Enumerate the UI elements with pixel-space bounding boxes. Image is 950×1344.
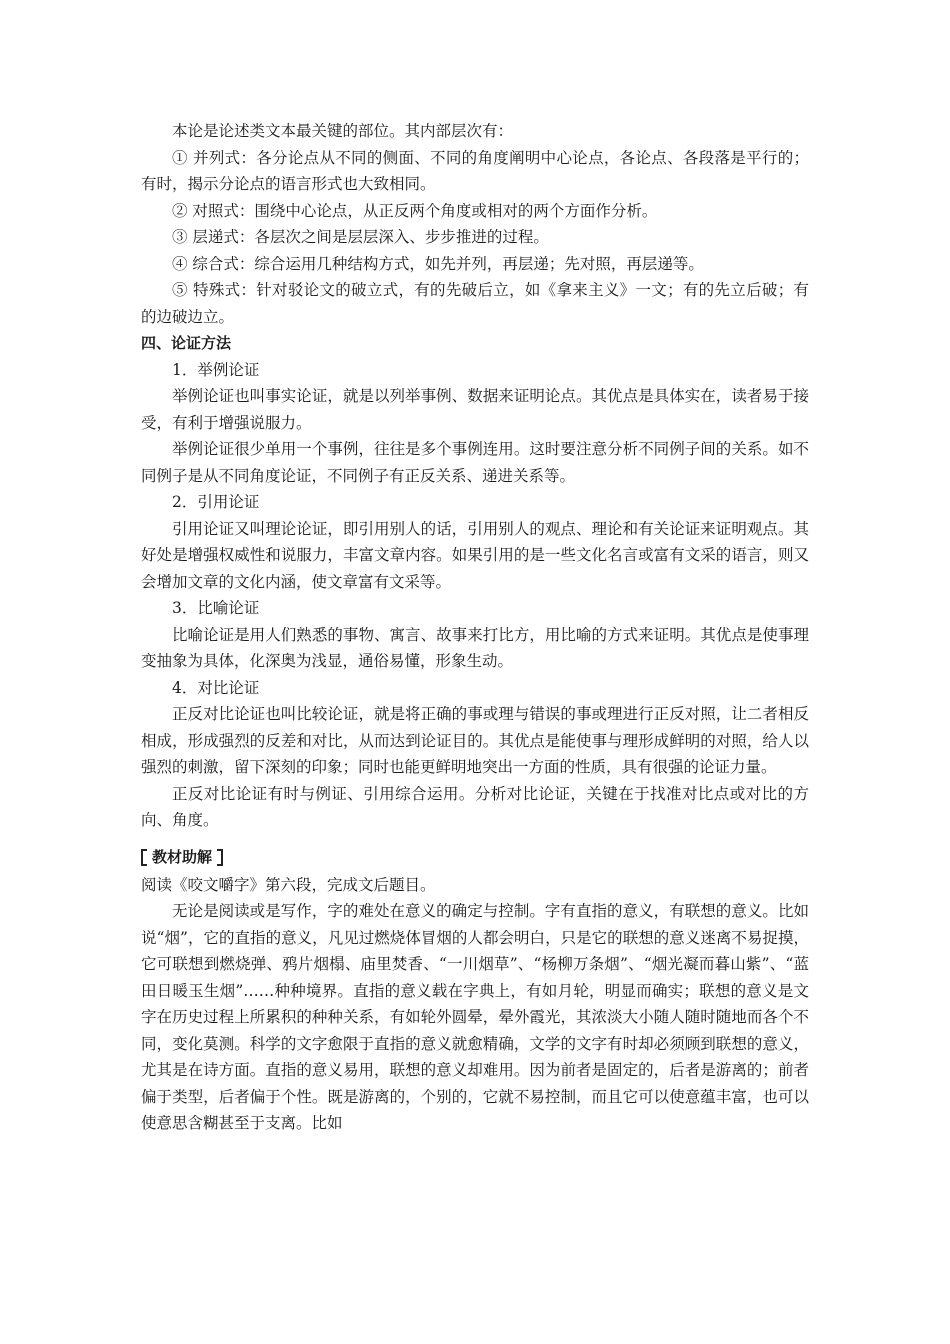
method-title-comparison: 4．对比论证 xyxy=(172,678,260,697)
structure-item-progressive: ③ 层递式：各层次之间是层层深入、步步推进的过程。 xyxy=(172,228,549,246)
method-comparison-para-2: 正反对比论证有时与例证、引用综合运用。分析对比论证，关键在于找准对比点或对比的方向、角度。 xyxy=(141,784,809,829)
textbook-section-title xyxy=(141,844,809,872)
method-metaphor-para: 比喻论证是用人们熟悉的事物、寓言、故事来打比方，用比喻的方式来证明。其优点是使事理变抽象为具体，化深奥为浅显，通俗易懂，形象生动。 xyxy=(141,625,809,670)
section-heading-methods: 四、论证方法 xyxy=(141,334,232,352)
method-title-quotation: 2．引用论证 xyxy=(172,493,260,511)
method-title-example: 1．举例论证 xyxy=(172,360,260,379)
structure-item-special: ⑤ 特殊式：针对驳论文的破立式，有的先破后立，如《拿来主义》一文；有的先立后破；有的边破边立。 xyxy=(141,281,809,326)
structure-item-contrast: ② 对照式：围绕中心论点，从正反两个角度或相对的两个方面作分析。 xyxy=(172,201,658,220)
structure-item-parallel: ① 并列式：各分论点从不同的侧面、不同的角度阐明中心论点，各论点、各段落是平行的；有时，揭示分论点的语言形式也大致相同。 xyxy=(141,148,809,193)
structure-intro: 本论是论述类文本最关键的部位。其内部层次有： xyxy=(172,122,514,140)
method-example-para-1: 举例论证也叫事实论证，就是以列举事例、数据来证明论点。其优点是具体实在，读者易于接受，有利于增强说服力。 xyxy=(141,387,809,432)
textbook-instruction: 阅读《咬文嚼字》第六段，完成文后题目。 xyxy=(141,875,436,894)
document-page xyxy=(141,118,809,1137)
method-comparison-para-1: 正反对比论证也叫比较论证，就是将正确的事或理与错误的事或理进行正反对照，让二者相反相成，形成强烈的反差和对比，从而达到论证目的。其优点是能使事与理形成鲜明的对照，给人以强烈的刺激，留下深刻的印象；同时也能更鲜明地突出一方面的性质，具有很强的论证力量。 xyxy=(141,705,809,776)
textbook-passage: 无论是阅读或是写作，字的难处在意义的确定与控制。字有直指的意义，有联想的意义。比如说“烟”，它的直指的意义，凡见过燃烧体冒烟的人都会明白，只是它的联想的意义迷离不易捉摸，它可联想到燃烧弹、鸦片烟榻、庙里焚香、“一川烟草”、“杨柳万条烟”、“烟光凝而暮山紫”、“蓝田日暖玉生烟”……种种境界。直指的意义载在字典上，有如月轮，明显而确实；联想的意义是文字在历史过程上所累积的种种关系，有如轮外圆晕，晕外霞光，其浓淡大小随人随时随地而各个不同，变化莫测。科学的文字愈限于直指的意义就愈精确，文学的文字有时却必须顾到联想的意义，尤其是在诗方面。直指的意义易用，联想的意义却难用。因为前者是固定的，后者是游离的；前者偏于类型，后者偏于个性。既是游离的，个别的，它就不易控制，而且它可以使意蕴丰富，也可以使意思含糊甚至于支离。比如 xyxy=(141,902,809,1132)
structure-item-combined: ④ 综合式：综合运用几种结构方式，如先并列，再层递；先对照，再层递等。 xyxy=(172,254,704,273)
textbook-title-text: 教材助解 xyxy=(152,848,213,867)
left-bracket-icon xyxy=(141,849,147,866)
method-example-para-2: 举例论证很少单用一个事例，往往是多个事例连用。这时要注意分析不同例子间的关系。如不同例子是从不同角度论证，不同例子有正反关系、递进关系等。 xyxy=(141,440,809,485)
right-bracket-icon xyxy=(217,849,223,866)
method-title-metaphor: 3．比喻论证 xyxy=(172,599,260,617)
method-quotation-para: 引用论证又叫理论论证，即引用别人的话，引用别人的观点、理论和有关论证来证明观点。其好处是增强权威性和说服力，丰富文章内容。如果引用的是一些文化名言或富有文采的语言，则又会增加文章的文化内涵，使文章富有文采等。 xyxy=(141,519,809,591)
